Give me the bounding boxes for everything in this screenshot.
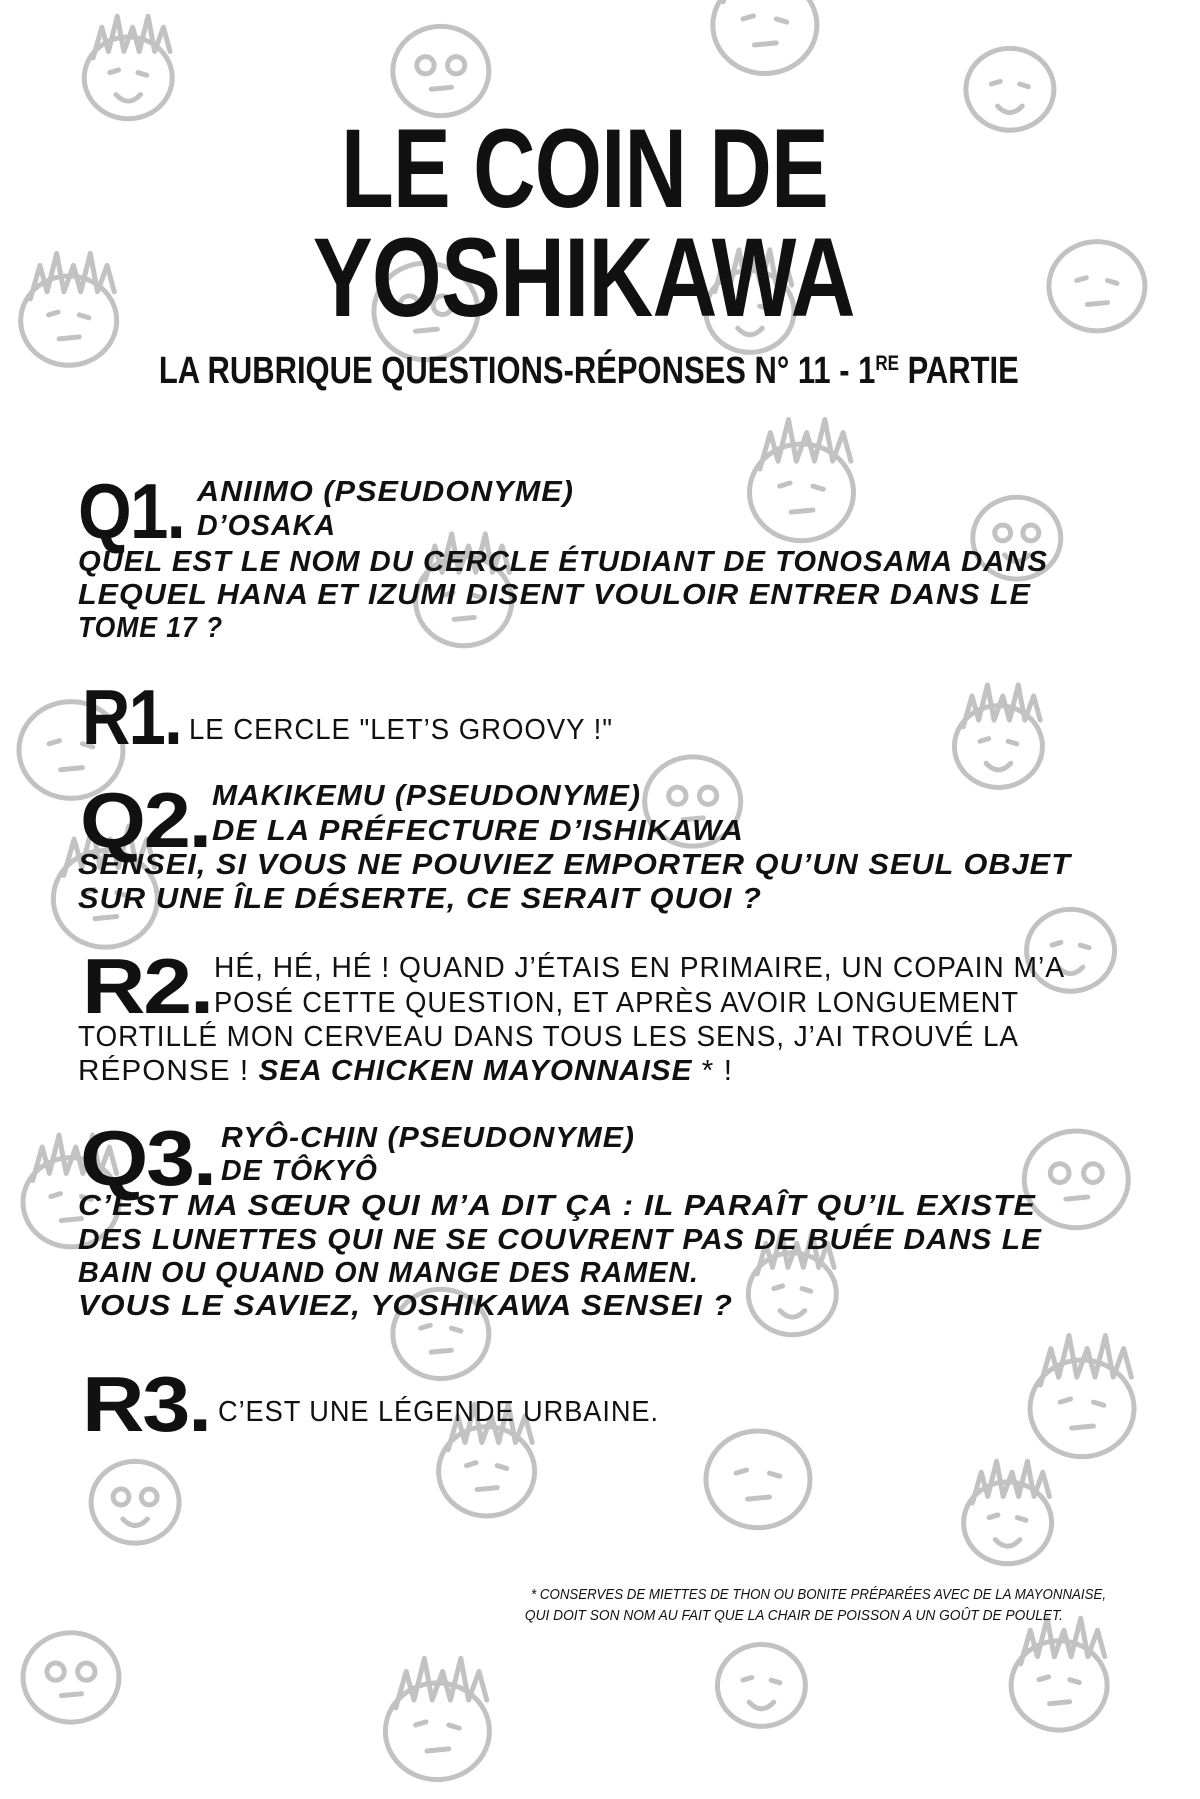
doodle-eye — [1070, 1680, 1080, 1683]
doodle-hair — [972, 1461, 1049, 1503]
page-title-line-2 — [0, 215, 1168, 340]
doodle-mouth — [59, 337, 79, 339]
doodle-face — [706, 1431, 810, 1528]
question-text-line: VOUS LE SAVIEZ, YOSHIKAWA SENSEI ? — [78, 1290, 733, 1322]
doodle-mouth — [61, 1694, 81, 1696]
doodle-face — [717, 1645, 805, 1727]
doodle-mouth — [1072, 1426, 1094, 1428]
doodle-face — [750, 420, 854, 541]
doodle-mouth — [477, 1488, 497, 1490]
doodle-eye — [699, 787, 716, 804]
doodle-face — [23, 1633, 119, 1722]
subtitle-main: LA RUBRIQUE QUESTIONS-RÉPONSES N° 11 - 1 — [159, 350, 876, 392]
page-title-text-1: LE COIN DE — [340, 106, 828, 231]
doodle-eye — [780, 483, 790, 486]
doodle-face — [964, 1461, 1052, 1564]
doodle-face — [713, 0, 817, 74]
doodle-eye — [78, 1663, 95, 1680]
page-title-text-2: YOSHIKAWA — [313, 215, 855, 340]
doodle-mouth — [986, 763, 1011, 770]
doodle-eye — [769, 1473, 779, 1476]
question-text-line: C’EST MA SŒUR QUI M’A DIT ÇA : IL PARAÎT QU’IL EXISTE — [78, 1190, 1036, 1222]
answer-text: RÉPONSE ! — [78, 1055, 259, 1087]
answer-text-line: POSÉ CETTE QUESTION, ET APRÈS AVOIR LONGUEMENT — [214, 987, 1019, 1019]
doodle-eye — [1093, 1402, 1103, 1405]
question-text-line: SUR UNE ÎLE DÉSERTE, CE SERAIT QUOI ? — [78, 883, 762, 915]
answer-text-line: C’EST UNE LÉGENDE URBAINE. — [218, 1396, 659, 1428]
doodle-eye — [497, 1466, 507, 1469]
doodle-mouth — [427, 1749, 449, 1751]
doodle-eye — [774, 1286, 783, 1289]
doodle-eye — [771, 1680, 780, 1683]
doodle-face — [84, 16, 172, 119]
footnote-line-1 — [494, 1586, 1107, 1603]
doodle-eye — [743, 1678, 752, 1681]
doodle-mouth — [1050, 1702, 1070, 1704]
footnote-line-2 — [494, 1608, 1094, 1624]
doodle-eye — [776, 19, 786, 22]
doodle-mouth — [61, 768, 83, 770]
doodle-eye — [1052, 942, 1061, 945]
doodle-face — [393, 26, 489, 115]
doodle-eye — [416, 1722, 426, 1725]
doodle-mouth — [791, 510, 813, 512]
doodle-face — [1011, 1618, 1107, 1730]
question-author: MAKIKEMU (PSEUDONYME) — [212, 780, 641, 812]
question-author-location: DE LA PRÉFECTURE D’ISHIKAWA — [212, 815, 744, 847]
doodle-eye — [141, 1489, 157, 1505]
doodle-eye — [51, 1194, 61, 1197]
answer-text-line: LE CERCLE "LET’S GROOVY !" — [189, 714, 613, 746]
doodle-mouth — [780, 1311, 805, 1318]
doodle-eye — [743, 16, 753, 19]
question-text-line: BAIN OU QUAND ON MANGE DES RAMEN. — [78, 1257, 699, 1289]
doodle-face — [1024, 1131, 1128, 1228]
question-text-line: TOME 17 ? — [78, 612, 223, 644]
answer-label-r2: R2. — [82, 942, 212, 1030]
doodle-eye — [1084, 1164, 1103, 1183]
doodle-eye — [466, 1463, 476, 1466]
answer-label-r1: R1. — [82, 673, 181, 761]
doodle-mouth — [454, 617, 474, 619]
doodle-mouth — [95, 917, 117, 919]
doodle-face-outline — [713, 0, 817, 74]
doodle-hair — [963, 685, 1040, 727]
doodle-eye — [980, 739, 989, 742]
doodle-eye — [47, 1663, 64, 1680]
question-author-location: DE TÔKYÔ — [221, 1155, 378, 1187]
doodle-mouth — [116, 95, 141, 102]
question-text-line: LEQUEL HANA ET IZUMI DISENT VOULOIR ENTRER DANS LE — [78, 579, 1031, 611]
doodle-mouth — [431, 1350, 451, 1352]
doodle-eye — [669, 787, 686, 804]
doodle-mouth — [431, 87, 451, 89]
question-text-line: DES LUNETTES QUI NE SE COUVRENT PAS DE BUÉE DANS LE — [78, 1224, 1042, 1256]
doodle-hair — [723, 0, 814, 2]
doodle-eye — [49, 741, 59, 744]
answer-text-line: HÉ, HÉ, HÉ ! QUAND J’ÉTAIS EN PRIMAIRE, UN COPAIN M’A — [214, 952, 1065, 984]
doodle-eye — [110, 70, 119, 73]
question-label-q3: Q3. — [80, 1114, 215, 1202]
doodle-eye — [1023, 525, 1039, 541]
doodle-eye — [802, 1289, 811, 1292]
doodle-face-outline — [717, 1645, 805, 1727]
doodle-eye — [1080, 945, 1089, 948]
page-title-line-1 — [0, 106, 1168, 231]
subtitle-text — [159, 352, 1019, 390]
doodle-face — [385, 1658, 489, 1779]
doodle-eye — [813, 486, 823, 489]
doodle-eye — [448, 57, 465, 74]
doodle-face-outline — [706, 1431, 810, 1528]
doodle-face-outline — [393, 26, 489, 115]
doodle-eye — [113, 1489, 129, 1505]
doodle-eye — [736, 1470, 746, 1473]
doodle-eye — [417, 57, 434, 74]
doodle-face — [954, 685, 1042, 788]
doodle-eye — [421, 1325, 431, 1328]
doodle-eye — [138, 73, 147, 76]
doodle-mouth — [748, 1497, 770, 1499]
doodle-face — [91, 1461, 179, 1543]
doodle-eye — [991, 81, 1000, 84]
doodle-eye — [1020, 84, 1029, 87]
question-label-q1: Q1. — [78, 467, 184, 555]
doodle-face-outline — [23, 1633, 119, 1722]
answer-text-line: TORTILLÉ MON CERVEAU DANS TOUS LES SENS, J’AI TROUVÉ LA — [78, 1021, 1019, 1053]
question-text-line: QUEL EST LE NOM DU CERCLE ÉTUDIANT DE TONOSAMA DANS — [78, 546, 1048, 578]
answer-text-line-with-emphasis — [78, 1057, 733, 1086]
question-text-line: SENSEI, SI VOUS NE POUVIEZ EMPORTER QU’UN SEUL OBJET — [78, 849, 1071, 881]
doodle-eye — [1039, 1677, 1049, 1680]
doodle-face-outline — [1024, 1131, 1128, 1228]
doodle-mouth — [754, 43, 776, 45]
doodle-mouth — [995, 1540, 1020, 1547]
question-author: RYÔ-CHIN (PSEUDONYME) — [221, 1122, 635, 1154]
question-author-location: D’OSAKA — [197, 510, 336, 542]
doodle-face-outline — [91, 1461, 179, 1543]
doodle-eye — [1017, 1518, 1026, 1521]
answer-label-r3: R3. — [82, 1360, 210, 1448]
doodle-eye — [1060, 1399, 1070, 1402]
doodle-mouth — [123, 1519, 148, 1526]
footnote-text: * CONSERVES DE MIETTES DE THON OU BONITE PRÉPARÉES AVEC DE LA MAYONNAISE, — [531, 1586, 1107, 1603]
doodle-eye — [989, 1515, 998, 1518]
subtitle-superscript: RE — [875, 352, 900, 376]
doodle-mouth — [998, 106, 1023, 113]
question-label-q2: Q2. — [80, 776, 210, 864]
footnote-text: QUI DOIT SON NOM AU FAIT QUE LA CHAIR DE POISSON A UN GOÛT DE POULET. — [524, 1607, 1063, 1624]
question-author: ANIIMO (PSEUDONYME) — [197, 476, 574, 508]
page-subtitle — [0, 352, 1178, 390]
doodle-hair — [93, 16, 170, 58]
doodle-mouth — [1066, 1197, 1088, 1199]
doodle-eye — [1050, 1164, 1069, 1183]
doodle-eye — [1008, 741, 1017, 744]
answer-emphasis: SEA CHICKEN MAYONNAISE — [258, 1055, 693, 1087]
subtitle-end: PARTIE — [899, 350, 1019, 392]
doodle-eye — [451, 1328, 461, 1331]
doodle-eye — [449, 1725, 459, 1728]
doodle-face — [1030, 1336, 1134, 1457]
doodle-eye — [995, 525, 1011, 541]
footnote-marker: * ! — [692, 1055, 733, 1087]
doodle-mouth — [749, 1702, 774, 1709]
